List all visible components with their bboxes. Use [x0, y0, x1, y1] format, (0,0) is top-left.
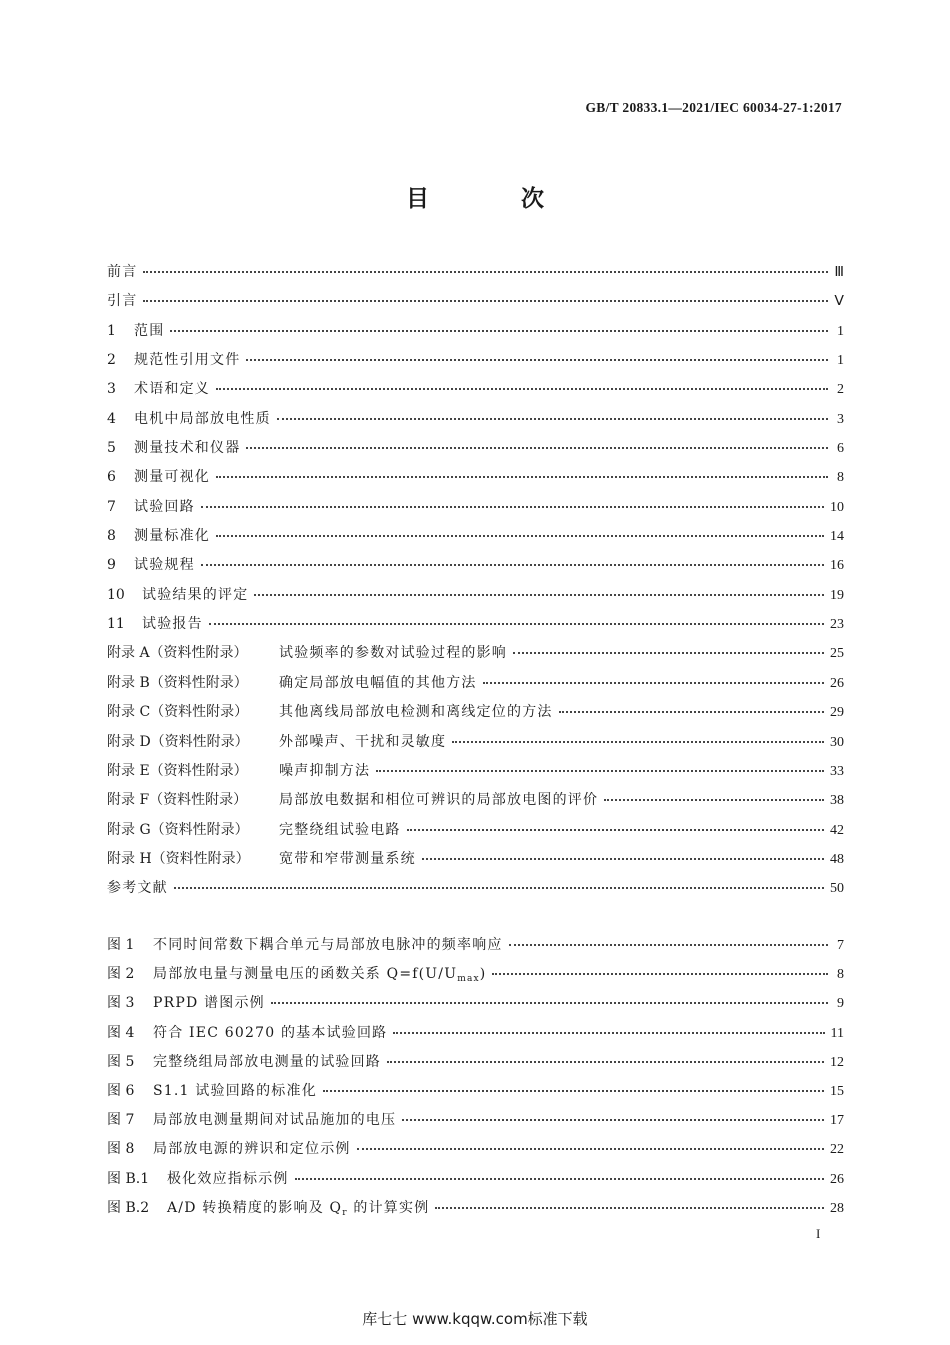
entry-title-text: 不同时间常数下耦合单元与局部放电脉冲的频率响应: [153, 937, 503, 953]
toc-entry-number: 7: [107, 498, 116, 515]
dot-leader: [216, 521, 824, 537]
dot-leader: [559, 697, 824, 713]
figure-title: [153, 1080, 317, 1100]
footer-watermark: 库七七 www.kqqw.com标准下载: [362, 1310, 588, 1328]
entry-title-text: 试验规程: [134, 557, 195, 574]
page-ref: 15: [830, 1083, 844, 1099]
toc-entry-number: 1: [107, 322, 116, 339]
toc-entry-title: [134, 554, 195, 574]
entry-title-text: 局部放电源的辨识和定位示例: [153, 1141, 351, 1158]
subscript-text: r: [342, 1207, 348, 1218]
entry-title-text: S1.1 试验回路的标准化: [153, 1082, 317, 1099]
page-ref: 11: [830, 1025, 844, 1041]
entry-title-text: A/D 转换精度的影响及 Q: [167, 1199, 343, 1216]
toc-entry-number: 6: [107, 469, 116, 486]
page-title: 目 次: [405, 186, 586, 212]
entry-title-text: 局部放电测量期间对试品施加的电压: [153, 1112, 397, 1129]
toc-entry[interactable]: [107, 260, 844, 289]
subscript-text: max: [457, 974, 480, 985]
list-of-figures: [107, 933, 844, 1225]
entry-title-text: 试验回路: [134, 498, 195, 515]
dot-leader: [435, 1193, 824, 1209]
entry-title-text: 范围: [134, 322, 165, 339]
toc-entry[interactable]: [107, 465, 844, 494]
page-ref: 9: [837, 996, 844, 1012]
dot-leader: [376, 756, 824, 772]
figure-entry[interactable]: [107, 962, 844, 991]
entry-title-text: 完整绕组局部放电测量的试验回路: [153, 1053, 381, 1070]
figure-number: 图 5: [107, 1053, 135, 1070]
dot-leader: [422, 844, 824, 860]
page-number: I: [816, 1226, 821, 1241]
entry-title-text: 参考文献: [107, 880, 168, 897]
dot-leader: [604, 785, 824, 801]
toc-entry-title: [279, 819, 401, 839]
toc-entry[interactable]: [107, 876, 844, 905]
dot-leader: [407, 815, 824, 831]
page-ref: 12: [830, 1054, 844, 1070]
figure-entry[interactable]: [107, 1196, 844, 1225]
dot-leader: [201, 492, 824, 508]
toc-entry[interactable]: [107, 788, 844, 817]
figure-title: [153, 992, 265, 1012]
dot-leader: [209, 609, 824, 625]
toc-entry[interactable]: [107, 348, 844, 377]
dot-leader: [492, 959, 828, 975]
dot-leader: [143, 286, 828, 302]
page-ref: 25: [830, 646, 844, 662]
entry-title-text: 局部放电量与测量电压的函数关系 Q=f(U/U: [153, 966, 458, 983]
toc-entry-title: [134, 378, 210, 398]
entry-title-text: 试验报告: [142, 616, 203, 633]
toc-entry-number: 附录 A（资料性附录）: [107, 645, 248, 662]
toc-entry[interactable]: [107, 436, 844, 465]
dot-leader: [254, 580, 824, 596]
toc-entry-title: [107, 290, 137, 310]
toc-entry-title: [279, 701, 553, 721]
toc-entry-number: 附录 B（资料性附录）: [107, 674, 248, 691]
dot-leader: [143, 257, 828, 273]
toc-entry-number: 附录 D（资料性附录）: [107, 733, 249, 750]
entry-title-text: 前言: [107, 264, 138, 280]
dot-leader: [246, 345, 828, 361]
figure-title: [153, 1109, 396, 1129]
entry-title-text: 其他离线局部放电检测和离线定位的方法: [279, 704, 553, 721]
page-ref: Ⅴ: [834, 294, 844, 310]
toc-entry-number: 附录 C（资料性附录）: [107, 704, 249, 721]
dot-leader: [402, 1105, 824, 1121]
entry-title-text: 引言: [107, 293, 138, 310]
figure-title: [167, 1197, 429, 1218]
page-ref: 1: [837, 353, 844, 369]
dot-leader: [216, 374, 828, 390]
toc-entry[interactable]: [107, 818, 844, 847]
toc-entry-number: 9: [107, 557, 116, 574]
toc-entry[interactable]: [107, 319, 844, 348]
figure-entry[interactable]: [107, 1167, 844, 1196]
entry-title-text: 术语和定义: [134, 381, 210, 398]
entry-title-text: 局部放电数据和相位可辨识的局部放电图的评价: [279, 792, 599, 809]
toc-entry-title: [134, 349, 240, 369]
entry-title-text: 宽带和窄带测量系统: [279, 850, 416, 867]
toc-entry[interactable]: [107, 612, 844, 641]
page-ref: Ⅲ: [834, 265, 844, 280]
toc-entry-title: [142, 584, 248, 604]
toc-entry-title: [134, 437, 240, 457]
entry-title-text: 试验结果的评定: [142, 586, 249, 603]
toc-entry-title: [107, 261, 137, 281]
toc-entry-number: 10: [107, 586, 125, 603]
toc-entry-number: 3: [107, 381, 116, 398]
dot-leader: [216, 462, 828, 478]
page-ref: 1: [837, 323, 844, 339]
toc-entry-title: [279, 760, 370, 780]
page-ref: 2: [837, 382, 844, 398]
toc-entry[interactable]: [107, 583, 844, 612]
entry-title-text: 外部噪声、干扰和灵敏度: [279, 733, 447, 750]
page-ref: 3: [837, 411, 844, 427]
page-ref: 29: [830, 705, 844, 721]
figure-number: 图 8: [107, 1141, 135, 1158]
figure-number: 图 4: [107, 1024, 135, 1041]
toc-entry[interactable]: [107, 524, 844, 553]
toc-entry-number: 附录 F（资料性附录）: [107, 792, 248, 809]
figure-entry[interactable]: [107, 1079, 844, 1108]
toc-entry-title: [279, 848, 416, 868]
toc-entry-title: [279, 672, 477, 692]
page-ref: 16: [830, 558, 844, 574]
dot-leader: [452, 727, 824, 743]
page-ref: 42: [830, 822, 844, 838]
page-ref: 33: [830, 763, 844, 779]
toc-entry-number: 附录 H（资料性附录）: [107, 850, 250, 867]
figure-number: 图 2: [107, 966, 135, 983]
page-ref: 28: [830, 1200, 844, 1216]
page-ref: 26: [830, 675, 844, 691]
entry-title-text: 完整绕组试验电路: [279, 821, 401, 838]
page-ref: 10: [830, 499, 844, 515]
toc-entry-title: [142, 613, 203, 633]
entry-title-text: 极化效应指标示例: [167, 1170, 289, 1187]
figure-title: [153, 1051, 381, 1071]
dot-leader: [246, 433, 828, 449]
document-code: GB/T 20833.1—2021/IEC 60034-27-1:2017: [585, 100, 842, 115]
page-ref: 8: [837, 470, 844, 486]
entry-title-text: 电机中局部放电性质: [134, 410, 271, 427]
entry-title-text: 测量技术和仪器: [134, 440, 241, 457]
dot-leader: [387, 1047, 824, 1063]
toc-entry[interactable]: [107, 407, 844, 436]
figure-number: 图 B.1: [107, 1170, 150, 1187]
dot-leader: [295, 1164, 824, 1180]
figure-entry[interactable]: [107, 991, 844, 1020]
page-ref: 8: [837, 967, 844, 983]
entry-title-text: PRPD 谱图示例: [153, 995, 265, 1012]
toc-entry-number: 2: [107, 352, 116, 369]
toc-entry-title: [279, 642, 507, 662]
toc-entry-number: 5: [107, 440, 116, 457]
dot-leader: [509, 930, 828, 946]
figure-entry[interactable]: [107, 1137, 844, 1166]
entry-title-text: 规范性引用文件: [134, 352, 241, 369]
figure-title: [153, 1022, 387, 1042]
figure-title: [153, 963, 486, 984]
page-ref: 17: [830, 1113, 844, 1129]
page-ref: 22: [830, 1142, 844, 1158]
figure-number: 图 3: [107, 995, 135, 1012]
toc-entry-title: [279, 789, 598, 809]
toc-entry-title: [107, 877, 168, 897]
toc-entry-number: 8: [107, 528, 116, 545]
figure-number: 图 7: [107, 1112, 135, 1129]
page-ref: 23: [830, 617, 844, 633]
toc-entry-title: [279, 731, 446, 751]
figure-title: [167, 1168, 289, 1188]
page-ref: 19: [830, 587, 844, 603]
toc-entry-number: 附录 E（资料性附录）: [107, 762, 248, 779]
toc-entry[interactable]: [107, 377, 844, 406]
dot-leader: [393, 1018, 824, 1034]
figure-number: 图 B.2: [107, 1199, 150, 1216]
toc-entry[interactable]: [107, 495, 844, 524]
figure-title: [153, 1138, 351, 1158]
page-ref: 50: [830, 881, 844, 897]
dot-leader: [277, 404, 828, 420]
dot-leader: [174, 873, 824, 889]
page-ref: 30: [830, 734, 844, 750]
entry-title-text: 符合 IEC 60270 的基本试验回路: [153, 1024, 388, 1041]
toc-entry-number: 4: [107, 410, 116, 427]
toc-entry[interactable]: [107, 847, 844, 876]
page-ref: 38: [830, 793, 844, 809]
toc-entry-title: [134, 408, 271, 428]
toc-entry-title: [134, 466, 210, 486]
figure-entry[interactable]: [107, 1050, 844, 1079]
figure-entry[interactable]: [107, 933, 844, 962]
toc-entry[interactable]: [107, 730, 844, 759]
dot-leader: [271, 988, 828, 1004]
figure-entry[interactable]: [107, 1108, 844, 1137]
page-ref: 7: [837, 938, 844, 953]
toc-entry[interactable]: [107, 671, 844, 700]
entry-title-tail: ): [479, 966, 487, 983]
figure-number: 图 1: [107, 937, 135, 953]
dot-leader: [323, 1076, 824, 1092]
entry-title-text: 测量标准化: [134, 528, 210, 545]
toc-entry-title: [134, 525, 210, 545]
page-ref: 6: [837, 441, 844, 457]
dot-leader: [513, 638, 824, 654]
page-ref: 26: [830, 1171, 844, 1187]
dot-leader: [170, 316, 828, 332]
dot-leader: [357, 1134, 824, 1150]
figure-title: [153, 934, 503, 954]
page-ref: 14: [830, 529, 844, 545]
toc-entry-number: 11: [107, 616, 125, 633]
entry-title-text: 噪声抑制方法: [279, 762, 371, 779]
toc-entry[interactable]: [107, 759, 844, 788]
toc-entry-title: [134, 320, 164, 340]
entry-title-text: 测量可视化: [134, 469, 210, 486]
figure-number: 图 6: [107, 1082, 135, 1099]
table-of-contents: [107, 260, 844, 906]
toc-entry[interactable]: [107, 553, 844, 582]
dot-leader: [483, 668, 824, 684]
toc-entry-number: 附录 G（资料性附录）: [107, 821, 249, 838]
entry-title-text: 确定局部放电幅值的其他方法: [279, 674, 477, 691]
figure-entry[interactable]: [107, 1021, 844, 1050]
toc-entry[interactable]: [107, 641, 844, 670]
dot-leader: [201, 550, 824, 566]
toc-entry-title: [134, 496, 195, 516]
page-ref: 48: [830, 851, 844, 867]
toc-entry[interactable]: [107, 289, 844, 318]
toc-entry[interactable]: [107, 700, 844, 729]
entry-title-tail: 的计算实例: [347, 1199, 430, 1216]
entry-title-text: 试验频率的参数对试验过程的影响: [279, 645, 507, 662]
